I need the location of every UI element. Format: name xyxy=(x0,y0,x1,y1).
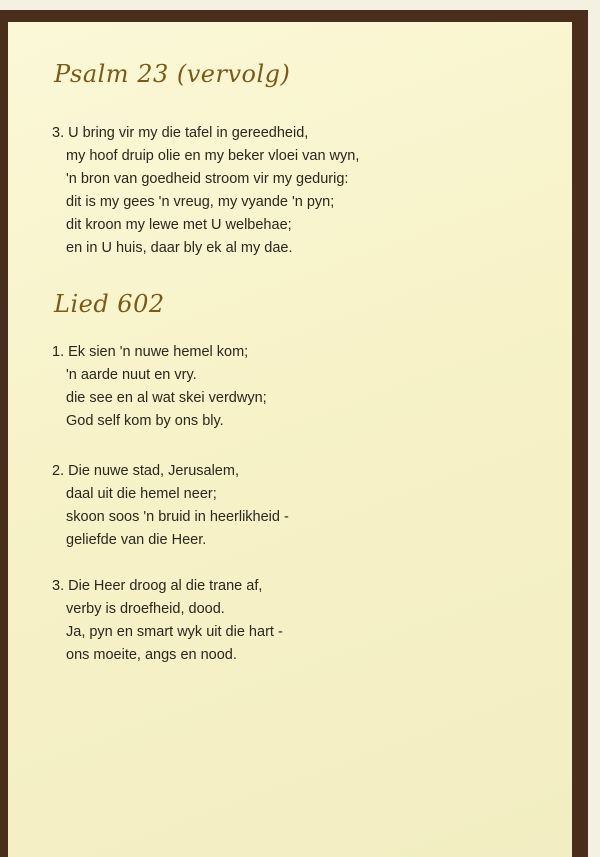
verse-line: die see en al wat skei verdwyn; xyxy=(66,390,267,406)
verse-line: God self kom by ons bly. xyxy=(66,413,224,429)
lied-stanza-1 xyxy=(52,341,267,433)
psalm-heading: Psalm 23 (vervolg) xyxy=(54,60,291,88)
hymn-card xyxy=(8,22,572,857)
lied-stanza-3 xyxy=(52,575,283,667)
verse-line: 'n aarde nuut en vry. xyxy=(66,367,197,383)
verse-line: verby is droefheid, dood. xyxy=(66,601,225,617)
brown-frame-border xyxy=(0,10,588,857)
verse-line: dit is my gees 'n vreug, my vyande 'n pyn; xyxy=(66,194,335,210)
verse-line: ons moeite, angs en nood. xyxy=(66,647,237,663)
verse-line: skoon soos 'n bruid in heerlikheid - xyxy=(66,509,289,525)
verse-line: 1. Ek sien 'n nuwe hemel kom; xyxy=(52,344,249,360)
verse-line: my hoof druip olie en my beker vloei van wyn, xyxy=(66,148,360,164)
verse-line: Ja, pyn en smart wyk uit die hart - xyxy=(66,624,283,640)
lied-stanza-2 xyxy=(52,460,289,552)
verse-line: 'n bron van goedheid stroom vir my gedurig: xyxy=(66,171,349,187)
psalm-stanza-3 xyxy=(52,122,359,260)
verse-line: 3. Die Heer droog al die trane af, xyxy=(52,578,263,594)
lied-heading: Lied 602 xyxy=(54,290,165,318)
verse-line: 2. Die nuwe stad, Jerusalem, xyxy=(52,463,239,479)
verse-line: daal uit die hemel neer; xyxy=(66,486,217,502)
verse-line: en in U huis, daar bly ek al my dae. xyxy=(66,240,293,256)
verse-line: 3. U bring vir my die tafel in gereedheid, xyxy=(52,125,309,141)
verse-line: dit kroon my lewe met U welbehae; xyxy=(66,217,292,233)
verse-line: geliefde van die Heer. xyxy=(66,532,207,548)
